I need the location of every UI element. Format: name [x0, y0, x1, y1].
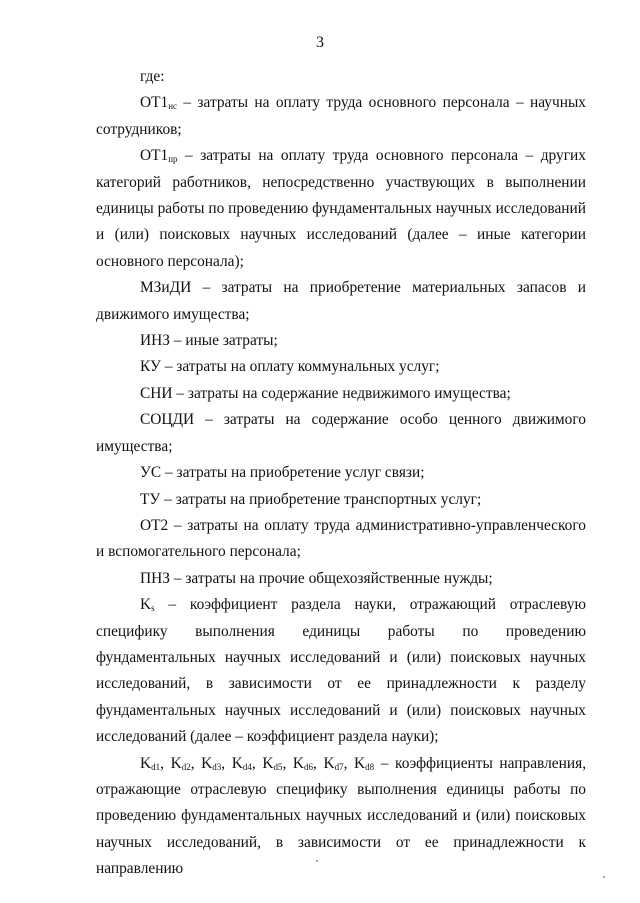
definition: – коэффициенты направления, отражающие отраслевую специфику выполнения единицы работы по проведению фундаментальных научных исследований и (или) поисковых научных исследований, в зависимости от ее принадлежности к направлению [96, 754, 587, 878]
kd2: $K_{d2}$ [170, 754, 191, 772]
term: K [140, 596, 152, 614]
kd8: $K_{d8}$ [354, 754, 375, 772]
kd4: $K_{d4}$ [231, 754, 252, 772]
paragraph-ot2: ОТ2 – затраты на оплату труда административно-управленческого и вспомогательного персонала; [96, 516, 586, 561]
paragraph-tu: ТУ – затраты на приобретение транспортных услуг; [140, 490, 482, 508]
kd1: $K_{d1}$ [140, 754, 161, 772]
kd3: $K_{d3}$ [201, 754, 222, 772]
term: ОТ1 [140, 147, 169, 165]
paragraph-pnz: ПНЗ – затраты на прочие общехозяйственные нужды; [140, 569, 493, 587]
paragraph-where: где: [140, 68, 165, 85]
paragraph-mzidi: МЗиДИ – затраты на приобретение материальных запасов и движимого имущества; [96, 279, 586, 323]
scan-speck [316, 860, 318, 862]
page-number: 3 [316, 34, 324, 51]
document-body [96, 64, 586, 883]
paragraph-ot1-pr [96, 143, 586, 275]
paragraph-ku: КУ – затраты на оплату коммунальных услуг; [140, 358, 440, 376]
definition: – затраты на оплату труда основного персонала – научных сотрудников; [96, 94, 586, 138]
term-subscript: пр [168, 154, 178, 165]
kd5: $K_{d5}$ [262, 754, 283, 772]
scan-speck [603, 876, 605, 878]
term: ОТ1 [140, 94, 169, 112]
paragraph-us: УС – затраты на приобретение услуг связи; [140, 464, 425, 482]
definition: – коэффициент раздела науки, отражающий отраслевую специфику выполнения единицы работы по проведению фундаментальных научных исследований и (или) поисковых научных исследований, в зависимости от ее принадлежности к разделу фундаментальных научных исследований и (или) поисковых научных исследований (далее – коэффициент раздела науки); [96, 596, 586, 746]
paragraph-ks [96, 592, 586, 750]
paragraph-ot1-ns [96, 90, 586, 143]
kd6: $K_{d6}$ [292, 754, 314, 772]
paragraph-inz: ИНЗ – иные затраты; [140, 332, 278, 350]
term-subscript: нс [168, 101, 178, 112]
paragraph-kd: $K_{d1}$, $K_{d2}$, $K_{d3}$, $K_{d4}$, $K_{d5}$, $K_{d6}$, $K_{d7}$, $K_{d8}$ – коэффициенты направления, отражающие отраслевую специфику выполнения единицы работы по проведению фундаментальных научных исследований и (или) поисковых научных исследований, в зависимости от ее принадлежности к направлению [96, 754, 587, 878]
paragraph-sni: СНИ – затраты на содержание недвижимого имущества; [140, 384, 511, 402]
kd7: $K_{d7}$ [323, 754, 344, 772]
term-subscript: s [151, 603, 155, 614]
definition: – затраты на оплату труда основного персонала – других категорий работников, непосредственно участвующих в выполнении единицы работы по проведению фундаментальных научных исследований и (или) поисковых научных исследований (далее – иные категории основного персонала); [96, 147, 586, 270]
paragraph-socdi: СОЦДИ – затраты на содержание особо ценного движимого имущества; [96, 411, 586, 455]
